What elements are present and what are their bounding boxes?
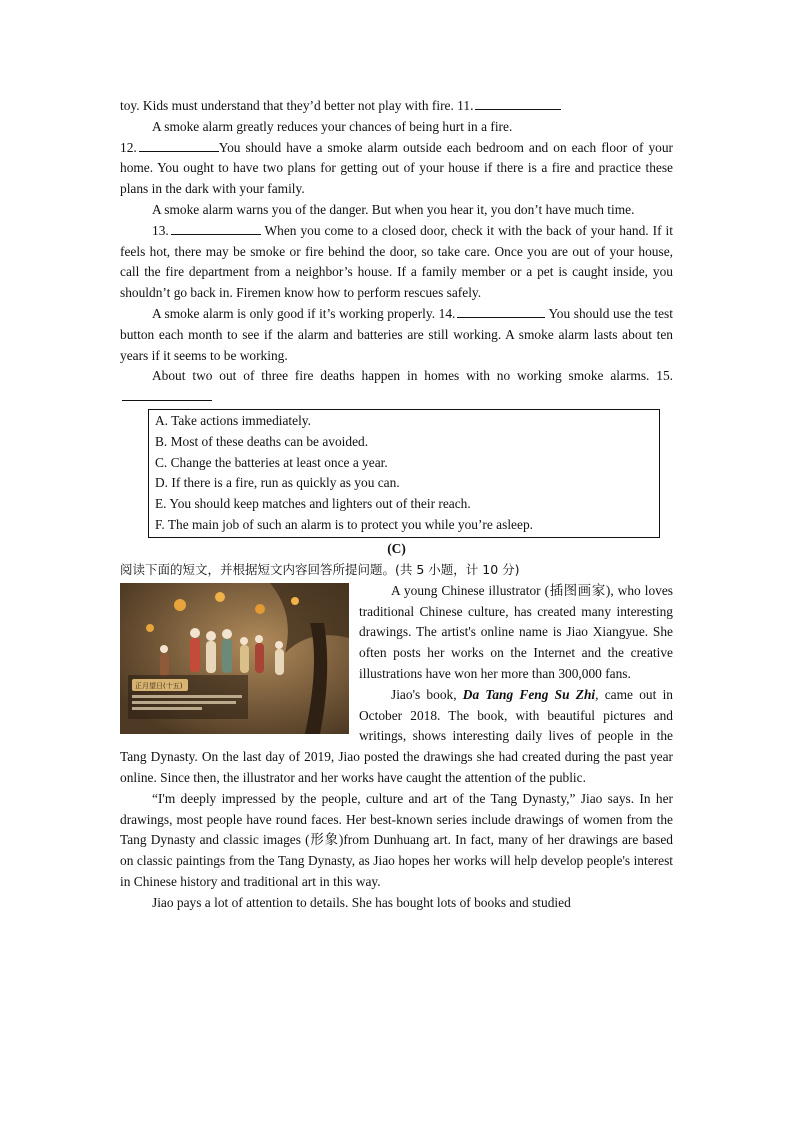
instruction-text: 阅读下面的短文，并根据短文内容回答所提问题。(共 5 小题，计 10 分)	[120, 561, 520, 577]
option-d: D. If there is a fire, run as quickly as you can.	[155, 475, 400, 491]
painting-illustration	[120, 583, 349, 734]
tang-painting-image	[120, 583, 349, 734]
book-title: Da Tang Feng Su Zhi	[462, 686, 596, 702]
paragraph-3: 12. You should have a smoke alarm outside each bedroom and on each floor of your home. You ought to have two plans for getting out of your house if there is a fire and practice these plans in the dark with your family.	[120, 139, 673, 197]
option-b: B. Most of these deaths can be avoided.	[155, 433, 369, 449]
option-f: F. The main job of such an alarm is to protect you while you’re asleep.	[155, 516, 533, 532]
answer-blank-15[interactable]	[122, 387, 212, 401]
paragraph-5: 13. When you come to a closed door, check it with the back of your hand. If it feels hot, there may be smoke or fire behind the door, so take care. Once you are out of your house, call the fire department from a neighbor’s house. If a family member or a pet is caught inside, you shouldn’t go back in. Firemen know how to perform rescues safely.	[120, 222, 673, 301]
paragraph-2: A smoke alarm greatly reduces your chances of being hurt in a fire.	[152, 118, 513, 134]
figure-caption: 正月望日(十五)	[135, 681, 183, 690]
paragraph-4: A smoke alarm warns you of the danger. But when you hear it, you don’t have much time.	[152, 201, 635, 217]
answer-blank-11[interactable]	[475, 96, 561, 110]
paragraph-1: toy. Kids must understand that they’d better not play with fire. 11.	[120, 96, 673, 117]
option-a: A. Take actions immediately.	[155, 412, 311, 428]
answer-blank-13[interactable]	[171, 221, 261, 235]
answer-blank-14[interactable]	[457, 304, 545, 318]
paragraph-7: About two out of three fire deaths happen in homes with no working smoke alarms. 15.	[120, 366, 673, 408]
option-e: E. You should keep matches and lighters out of their reach.	[155, 496, 471, 512]
c-paragraph-3: “I'm deeply impressed by the people, culture and art of the Tang Dynasty,” Jiao says. In her drawings, most people have round faces. Her best-known series include drawings of women from the Tang Dynasty and classic images (形象)from Dunhuang art. In fact, many of her drawings are based on classic paintings from the Tang Dynasty, as Jiao hopes her works will help develop people's interest in Chinese history and traditional art in this way.	[120, 790, 673, 889]
c-paragraph-2: Jiao's book, Da Tang Feng Su Zhi, came out in October 2018. The book, with beautiful pictures and writings, shows interesting daily lives of people in the Tang Dynasty. On the last day of 2019, Jiao posted the drawings she had created during the past year online. Since then, the illustrator and her works have caught the attention of the public.	[120, 686, 673, 785]
option-c: C. Change the batteries at least once a year.	[155, 454, 388, 470]
c-paragraph-4: Jiao pays a lot of attention to details. She has bought lots of books and studied	[152, 894, 571, 910]
section-label: (C)	[387, 540, 406, 556]
c-paragraph-1: A young Chinese illustrator (插图画家), who loves traditional Chinese culture, has created many interesting drawings. The artist's online name is Jiao Xiangyue. She often posts her works on the Internet and the creative illustrations have won her more than 300,000 fans.	[359, 582, 673, 681]
answer-blank-12[interactable]	[139, 138, 219, 152]
options-box	[148, 409, 660, 538]
paragraph-6: A smoke alarm is only good if it’s working properly. 14. You should use the test button each month to see if the alarm and batteries are still working. A smoke alarm lasts about ten years if it seems to be working.	[120, 305, 673, 363]
document-page	[120, 96, 673, 913]
